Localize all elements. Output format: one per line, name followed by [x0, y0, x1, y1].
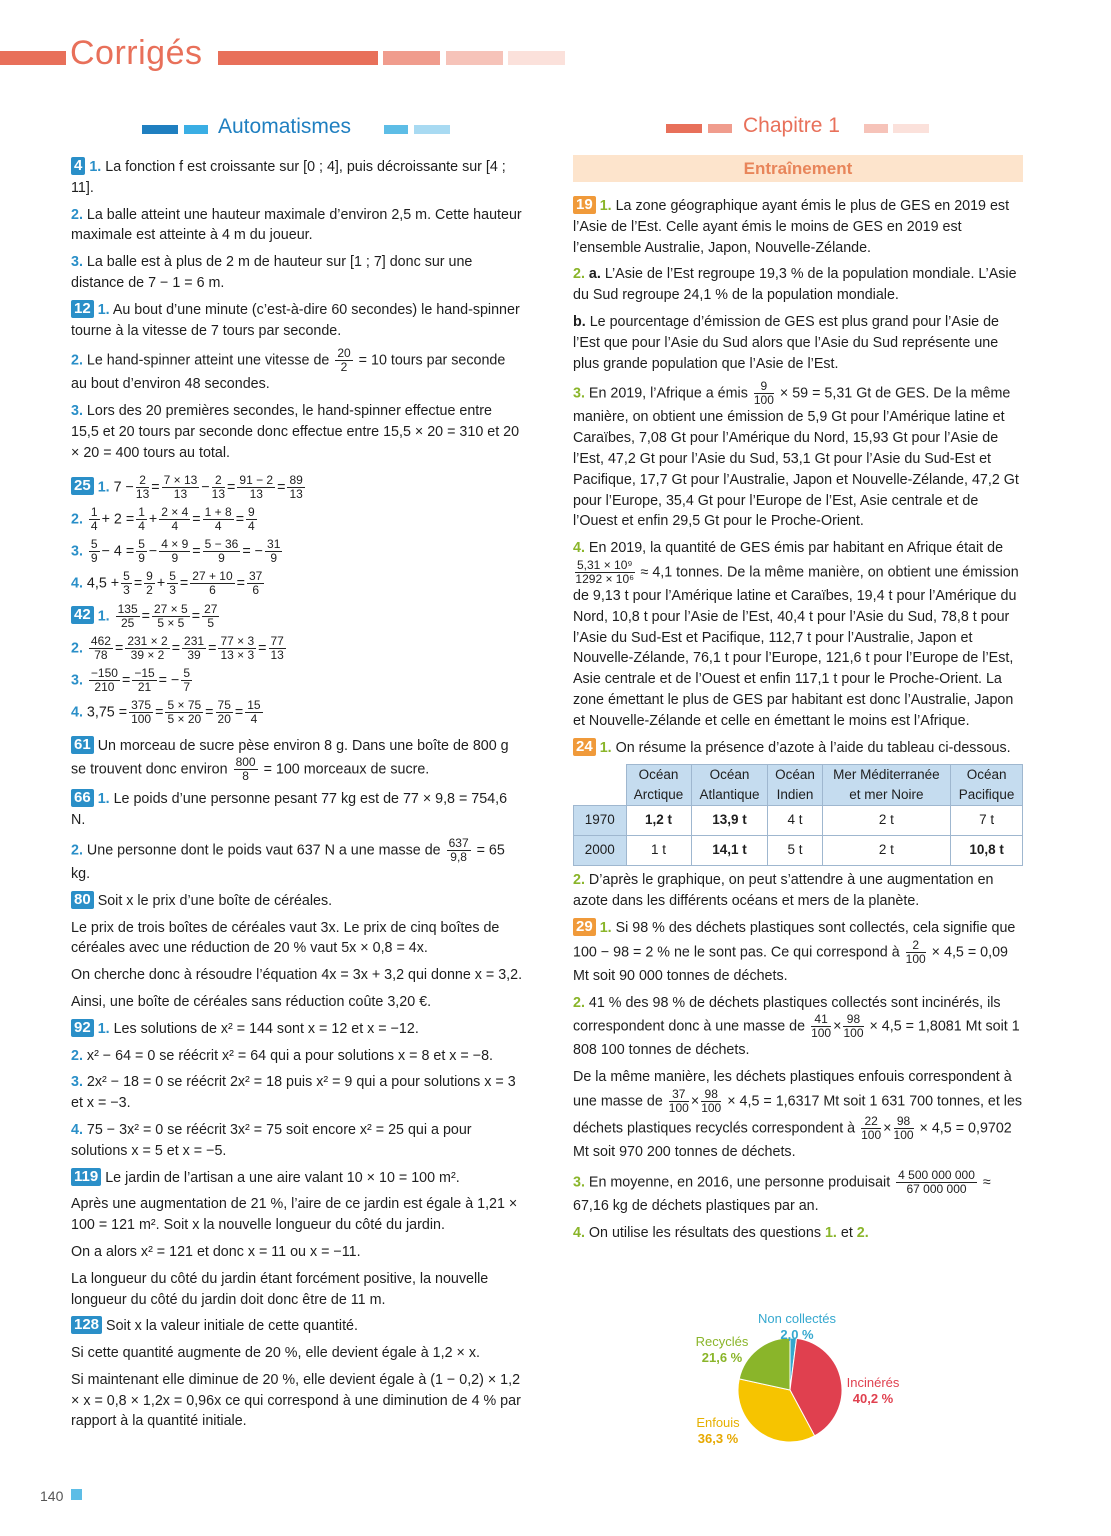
table-header-row — [574, 765, 1023, 806]
ex119-p2: Après une augmentation de 21 %, l’aire de ce jardin est égale à 1,21 × 100 = 121 m². Soit x la nouvelle longueur du côté du jardin. — [71, 1196, 518, 1234]
ex4-number: 4 — [71, 157, 85, 175]
ex29-q4: 4. On utilise les résultats des questions 1. et 2. — [573, 1224, 869, 1241]
page-number: 140 — [40, 1488, 64, 1504]
right-heading: Chapitre 1 — [743, 114, 840, 137]
ex4-q3: 3. La balle est à plus de 2 m de hauteur sur [1 ; 7] donc sur une distance de 7 − 1 = 6 m. — [71, 254, 473, 291]
ex29-q1: 29 1. Si 98 % des déchets plastiques sont collectés, cela signifie que 100 − 98 = 2 % ne le sont pas. Ce qui correspond à $\frac{2}{100}$ × 4,5 = 0,09 Mt soit 90 000 tonnes de déchets. — [573, 917, 1016, 984]
table-cell: 14,1 t — [691, 836, 768, 866]
left-deco-3 — [384, 125, 408, 134]
ex128-p2: Si cette quantité augmente de 20 %, elle devient égale à 1,2 × x. — [71, 1345, 480, 1362]
ex19-q1: 19 1. La zone géographique ayant émis le plus de GES en 2019 est l’Asie de l’Est. Celle ayant émis le moins de GES en 2019 est l’ensemble Australie, Japon, Nouvelle-Zélande. — [573, 196, 1010, 256]
right-deco-4 — [893, 124, 929, 133]
title-bar-3 — [446, 51, 503, 65]
ex24-number: 24 — [573, 738, 596, 756]
ex128-p3: Si maintenant elle diminue de 20 %, elle devient égale à (1 − 0,2) × 1,2 × x = 0,8 × 1,2x = 0,96x ce qui correspond à une diminution de 4 % par rapport à la quantité initiale. — [71, 1371, 521, 1430]
left-deco-2 — [184, 125, 208, 134]
right-column — [573, 196, 1023, 1249]
table-header-cell: Océan Arctique — [626, 765, 691, 806]
ex25-l3: 3. $\frac{5}{9}$ − 4 = $\frac{5}{9}$ − $\frac{4 \times 9}{9}$ = $\frac{5 - 36}{9}$ = − $\frac{31}{9}$ — [71, 536, 281, 565]
table-cell: 2 t — [822, 836, 951, 866]
pie-label-value: 21,6 % — [701, 1350, 743, 1365]
ex29-q2-cont: De la même manière, les déchets plastiques enfouis correspondent à une masse de $\frac{37}{100}$ × $\frac{98}{100}$ × 4,5 = 1,6317 Mt soit 1 631 700 tonnes, et les déchets plastiques recyclés correspondent à $\frac{22}{100}$ × $\frac{98}{100}$ × 4,5 = 0,9702 Mt soit 970 200 tonnes de déchets. — [573, 1069, 1023, 1160]
table-cell: 10,8 t — [951, 836, 1023, 866]
pie-label-name: Recyclés — [695, 1334, 749, 1349]
table-row — [574, 806, 1023, 836]
ex24-q2: 2. D’après le graphique, on peut s’attendre à une augmentation en azote dans les différents océans et mers de la planète. — [573, 872, 994, 910]
ex19-q3: 3. En 2019, l’Afrique a émis $\frac{9}{100}$ × 59 = 5,31 Gt de GES. De la même manière, on obtient une émission de 5,9 Gt pour l’Amérique latine et Caraïbes, 7,08 Gt pour l’Amérique du Nord, 15,93 Gt pour l’Asie de l’Est, 47,2 Gt pour l’Asie du Sud, 53,1 Gt pour l’Asie du Sud-Est et Pacifique, 17,7 Gt pour l’Australie, Japon et Nouvelle-Zélande, 47,2 Gt pour l’Europe, 35,4 Gt pour l’Europe de l’Est, Asie centrale et de l’Ouest et enfin 29,5 Gt pour le Proche-Orient. — [573, 379, 1019, 530]
table-cell: 4 t — [768, 806, 822, 836]
page-number-square — [71, 1489, 82, 1500]
ex42-l4: 4. 3,75 = $\frac{375}{100}$ = $\frac{5 \times 75}{5 \times 20}$ = $\frac{75}{20}$ = $\frac{15}{4}$ — [71, 697, 261, 726]
ex42-number: 42 — [71, 606, 94, 624]
ex119-p4: La longueur du côté du jardin étant forcément positive, la nouvelle longueur du côté du jardin doit donc être de 11 m. — [71, 1270, 489, 1308]
ex19-q2a: 2. a. L’Asie de l’Est regroupe 19,3 % de la population mondiale. L’Asie du Sud regroupe 24,1 % de la population mondiale. — [573, 266, 1017, 304]
ex4-q1: 4 1. La fonction f est croissante sur [0 ; 4], puis décroissante sur [4 ; 11]. — [71, 157, 506, 196]
ex12-number: 12 — [71, 300, 94, 318]
ex92-q2: 2. x² − 64 = 0 se réécrit x² = 64 qui a pour solutions x = 8 et x = −8. — [71, 1047, 494, 1064]
table-year: 2000 — [574, 836, 627, 866]
ex119-number: 119 — [71, 1168, 101, 1186]
fraction: $\frac{20}{2}$ — [337, 346, 351, 375]
ex29-number: 29 — [573, 918, 596, 936]
title-bar-1 — [218, 51, 378, 65]
pie-label-non-collected — [750, 1311, 844, 1343]
ex25-number: 25 — [71, 477, 94, 495]
table-cell: 13,9 t — [691, 806, 768, 836]
section-banner — [573, 155, 1023, 182]
ex25-l4: 4. 4,5 + $\frac{5}{3}$ = $\frac{9}{2}$ + $\frac{5}{3}$ = $\frac{27 + 10}{6}$ = $\frac{37}{6}$ — [71, 568, 263, 597]
table-header-cell: Mer Méditerranée et mer Noire — [822, 765, 951, 806]
ex119-p3: On a alors x² = 121 et donc x = 11 ou x = −11. — [71, 1243, 361, 1260]
ex92-number: 92 — [71, 1019, 94, 1037]
ex92-q3: 3. 2x² − 18 = 0 se réécrit 2x² = 18 puis x² = 9 qui a pour solutions x = 3 et x = −3. — [71, 1074, 516, 1112]
ex19-q2b: b. Le pourcentage d’émission de GES est plus grand pour l’Asie de l’Est que pour l’Asie du Sud alors que l’Asie du Sud représente une plus grande population que l’Asie de l’Est. — [573, 313, 1000, 372]
title-bar-4 — [508, 51, 565, 65]
left-deco-4 — [414, 125, 450, 134]
title-bar-2 — [383, 51, 440, 65]
ex128-number: 128 — [71, 1316, 102, 1334]
pie-label-value: 2,0 % — [780, 1327, 814, 1342]
azote-table — [573, 764, 1023, 866]
pie-label-buried — [686, 1415, 750, 1447]
ex80-p3: On cherche donc à résoudre l’équation 4x = 3x + 3,2 qui donne x = 3,2. — [71, 967, 523, 984]
table-cell: 1,2 t — [626, 806, 691, 836]
ex66-number: 66 — [71, 789, 94, 807]
ex25-l1: 25 1. 7 − $\frac{2}{13}$ = $\frac{7 \times 13}{13}$ − $\frac{2}{13}$ = $\frac{91 - 2}{13}$ = $\frac{89}{13}$ — [71, 474, 523, 501]
pie-label-recycled — [690, 1334, 754, 1366]
left-deco-1 — [142, 125, 178, 134]
pie-label-value: 40,2 % — [852, 1391, 894, 1406]
ex29-q2: 2. 41 % des 98 % de déchets plastiques collectés sont incinérés, ils correspondent donc à une masse de $\frac{41}{100}$ × $\frac{98}{100}$ × 4,5 = 1,8081 Mt soit 1 808 100 tonnes de déchets. — [573, 994, 1020, 1059]
right-deco-2 — [708, 124, 732, 133]
ex61: 61 Un morceau de sucre pèse environ 8 g. Dans une boîte de 800 g se trouvent donc environ $\frac{800}{8}$ = 100 morceaux de sucre. — [71, 735, 509, 784]
ex80-number: 80 — [71, 891, 94, 909]
left-heading: Automatismes — [218, 115, 352, 138]
pie-label-name: Non collectés — [757, 1311, 837, 1326]
ex12-q1: 12 1. Au bout d’une minute (c’est-à-dire 60 secondes) le hand-spinner tourne à la vitesse de 7 tours par seconde. — [71, 299, 520, 339]
ex42-l3: 3. $\frac{-150}{210}$ = $\frac{-15}{21}$ = − $\frac{5}{7}$ — [71, 665, 191, 694]
right-deco-1 — [666, 124, 702, 133]
ex61-number: 61 — [71, 736, 94, 754]
title-bar-left — [0, 51, 66, 65]
ex12-q2: 2. Le hand-spinner atteint une vitesse de $\frac{20}{2}$ = 10 tours par seconde au bout d’environ 48 secondes. — [71, 346, 506, 393]
pie-label-name: Enfouis — [696, 1415, 740, 1430]
ex92-q4: 4. 75 − 3x² = 0 se réécrit 3x² = 75 soit encore x² = 25 qui a pour solutions x = 5 et x = −5. — [71, 1121, 472, 1159]
ex92-q1: 92 1. Les solutions de x² = 144 sont x = 12 et x = −12. — [71, 1019, 523, 1040]
table-cell: 2 t — [822, 806, 951, 836]
page-title: Corrigés — [70, 34, 203, 72]
table-header-cell: Océan Indien — [768, 765, 822, 806]
section-banner-label: Entraînement — [743, 159, 853, 178]
table-year: 1970 — [574, 806, 627, 836]
pie-label-name: Incinérés — [846, 1375, 900, 1390]
left-column — [71, 157, 523, 1438]
ex24-q1: 24 1. On résume la présence d’azote à l’aide du tableau ci-dessous. — [573, 738, 1023, 759]
ex19-q4: 4. En 2019, la quantité de GES émis par habitant en Afrique était de $\frac{\text{5,31 × 10⁹}}{\text{1292 × 10⁶}}$ ≈ 4,1 tonnes. De la même manière, on obtient une émission de 9,13 t pour l’Amérique latine et Caraïbes, 19,4 t pour l’Amérique du Nord, 10,8 t pour l’Asie de l’Est, 40,4 t pour l’Asie du Sud, 78,8 t pour l’Asie du Sud-Est et Pacifique, 112,7 t pour l’Australie, Japon et Nouvelle-Zélande, 76,1 t pour l’Europe, 121,6 t pour l’Europe de l’Est, Asie centrale et de l’Ouest et enfin 117,1 t pour le Proche-Orient. La zone émettant le plus de GES par habitant est donc l’Australie, Japon et Nouvelle-Zélande et celle en émettant le moins est l’Afrique. — [573, 540, 1019, 729]
table-cell: 1 t — [626, 836, 691, 866]
ex29-q3: 3. En moyenne, en 2016, une personne produisait $\frac{4 500 000 000}{67 000 000}$ ≈ 67,16 kg de déchets plastiques par an. — [573, 1167, 991, 1214]
ex42-l1: 42 1. $\frac{135}{25}$ = $\frac{27 \times 5}{5 \times 5}$ = $\frac{27}{5}$ — [71, 603, 523, 630]
pie-label-incinerated — [838, 1375, 908, 1407]
table-cell: 5 t — [768, 836, 822, 866]
ex42-l2: 2. $\frac{462}{78}$ = $\frac{231 \times 2}{39 \times 2}$ = $\frac{231}{39}$ = $\frac{77 \times 3}{13 \times 3}$ = $\frac{77}{13}$ — [71, 633, 284, 662]
ex25-l2: 2. $\frac{1}{4}$ + 2 = $\frac{1}{4}$ + $\frac{2 \times 4}{4}$ = $\frac{1 + 8}{4}$ = $\frac{9}{4}$ — [71, 504, 255, 533]
pie-label-value: 36,3 % — [697, 1431, 739, 1446]
ex80-p1: 80 Soit x le prix d’une boîte de céréales. — [71, 891, 523, 912]
right-deco-3 — [864, 124, 888, 133]
ex66-q2: 2. Une personne dont le poids vaut 637 N a une masse de $\frac{637}{9,8}$ = 65 kg. — [71, 835, 505, 882]
ex12-q3: 3. Lors des 20 premières secondes, le hand-spinner effectue entre 15,5 et 20 tours par seconde donc effectue entre 15,5 × 20 = 310 et 20 × 20 = 400 tours au total. — [71, 403, 520, 461]
ex66-q1: 66 1. Le poids d’une personne pesant 77 kg est de 77 × 9,8 = 754,6 N. — [71, 789, 508, 829]
table-row — [574, 836, 1023, 866]
ex80-p2: Le prix de trois boîtes de céréales vaut 3x. Le prix de cinq boîtes de céréales avec une réduction de 20 % vaut 5x × 0,8 = 4x. — [71, 919, 500, 957]
ex128-p1: 128 Soit x la valeur initiale de cette quantité. — [71, 1316, 523, 1337]
ex80-p4: Ainsi, une boîte de céréales sans réduction coûte 3,20 €. — [71, 993, 432, 1010]
ex19-number: 19 — [573, 196, 596, 214]
table-header-cell: Océan Atlantique — [691, 765, 768, 806]
ex119-p1: 119 Le jardin de l’artisan a une aire valant 10 × 10 = 100 m². — [71, 1168, 523, 1189]
table-header-cell: Océan Pacifique — [951, 765, 1023, 806]
table-cell: 7 t — [951, 806, 1023, 836]
ex4-q2: 2. La balle atteint une hauteur maximale d’environ 2,5 m. Cette hauteur maximale est atteinte à 4 m du joueur. — [71, 206, 522, 244]
